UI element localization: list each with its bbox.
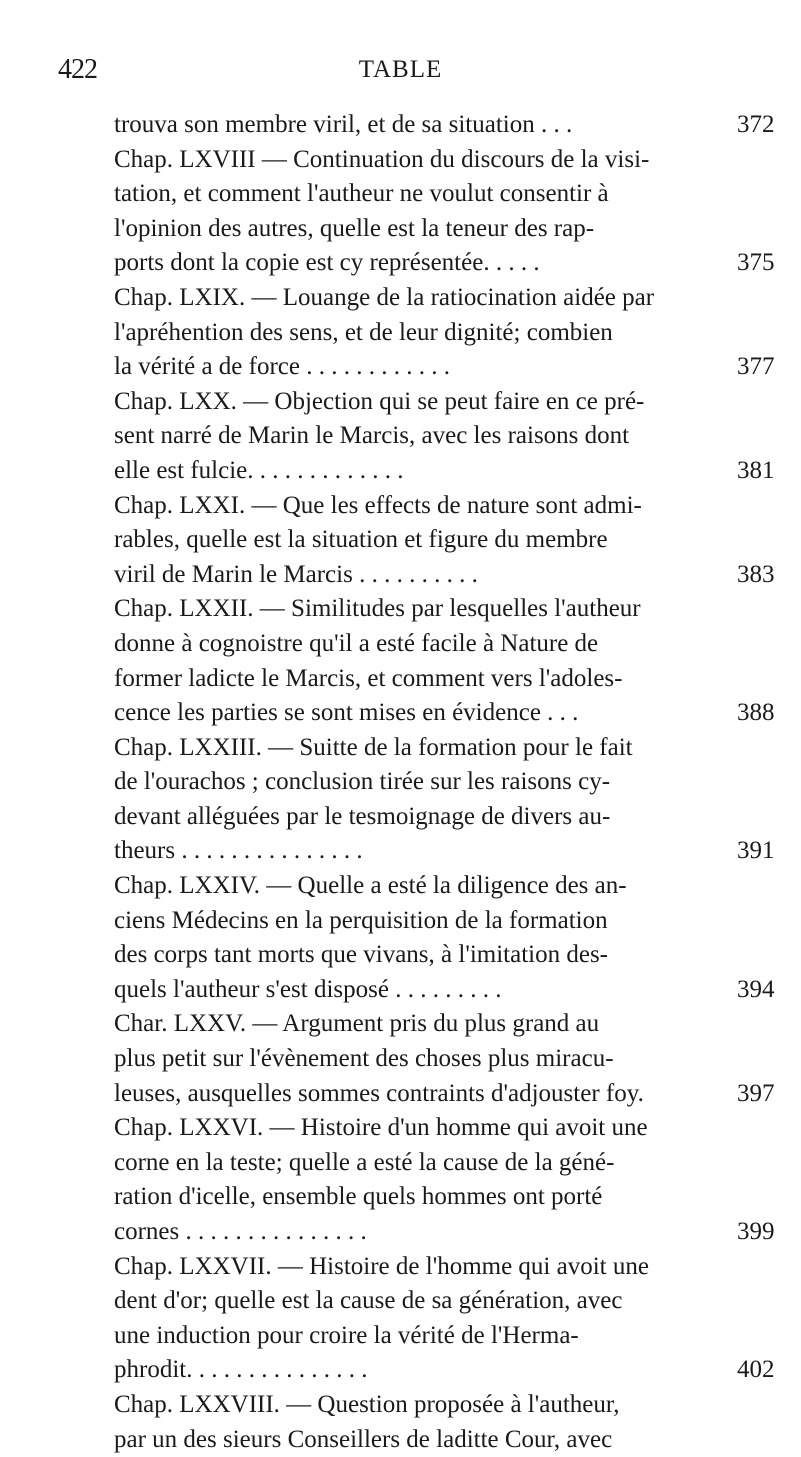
toc-line (114, 904, 710, 939)
toc-page-number: 402 (737, 1356, 775, 1384)
toc-page-number: 397 (737, 1079, 775, 1107)
toc-page-number: 394 (737, 975, 775, 1003)
toc-line (114, 1042, 710, 1077)
leader-dots: . . . . . . . . . (388, 975, 502, 1003)
toc-line (114, 1284, 710, 1319)
toc-line (114, 350, 775, 385)
leader-dots: . . . (540, 699, 579, 727)
toc-page-number: 375 (737, 249, 775, 277)
toc-line (114, 177, 710, 212)
toc-line-text: une induction pour croire la vérité de l'Herma- (114, 1321, 579, 1349)
toc-line-text: Chap. LXXVIII. — Question proposée à l'autheur, (114, 1390, 620, 1418)
toc-line (114, 419, 710, 454)
leader-dots: . . . (534, 111, 573, 138)
toc-line (114, 1319, 710, 1354)
toc-line-text: Chap. LXXIII. — Suitte de la formation pour le fait (114, 733, 633, 761)
toc-line-text: Chap. LXXIV. — Quelle a esté la diligence des an- (114, 872, 627, 900)
toc-line-text: leuses, ausquelles sommes contraints d'adjouster foy. (114, 1079, 644, 1107)
toc-line (114, 1250, 710, 1285)
toc-line-text: dent d'or; quelle est la cause de sa génération, avec (114, 1287, 623, 1315)
toc-line-text: des corps tant morts que vivans, à l'imitation des- (114, 941, 608, 969)
toc-line-text: Chap. LXX. — Objection qui se peut faire en ce pré- (114, 387, 645, 415)
toc-line (114, 1077, 775, 1112)
running-title: TABLE (358, 56, 443, 83)
toc-line-text: l'apréhention des sens, et de leur dignité; combien (114, 318, 613, 346)
toc-line-text: rables, quelle est la situation et figure du membre (114, 526, 608, 554)
toc-line (114, 765, 710, 800)
toc-line (114, 938, 710, 973)
toc-line-text: quels l'autheur s'est disposé (114, 975, 389, 1003)
toc-line (114, 1215, 775, 1250)
toc-line-text: devant alléguées par le tesmoignage de divers au- (114, 802, 611, 830)
toc-line (114, 1111, 710, 1146)
toc-line-text: de l'ourachos ; conclusion tirée sur les raisons cy- (114, 768, 611, 796)
toc-line (114, 385, 710, 420)
toc-line-text: viril de Marin le Marcis (114, 560, 353, 588)
toc-line (114, 1423, 710, 1457)
leader-dots: . . . . . . . . . . . . . . . (186, 1356, 368, 1384)
toc-line-text: Chap. LXXVII. — Histoire de l'homme qui avoit une (114, 1252, 649, 1280)
page-header (0, 54, 801, 94)
toc-line (114, 800, 710, 835)
leader-dots: . . . . . . . . . . (352, 560, 478, 588)
toc-line-text: phrodit (114, 1356, 187, 1384)
toc-line-text: Chap. LXXI. — Que les effects de nature sont admi- (114, 491, 642, 519)
toc-line-text: Chap. LXIX. — Louange de la ratiocination aidée par (114, 283, 655, 311)
toc-line-text: plus petit sur l'évènement des choses plus miracu- (114, 1045, 614, 1073)
toc-line (114, 973, 775, 1008)
toc-page-number: 391 (737, 837, 775, 865)
toc-page-number: 399 (737, 1218, 775, 1245)
toc-line-text: theurs (114, 837, 176, 865)
toc-page-number: 383 (737, 560, 775, 588)
toc-line (114, 696, 775, 731)
toc-page-number: 377 (737, 353, 775, 381)
toc-line (114, 489, 710, 524)
table-of-contents (114, 108, 775, 1457)
toc-line (114, 662, 710, 697)
toc-line-text: Chap. LXVIII — Continuation du discours de la visi- (114, 145, 650, 173)
toc-line (114, 731, 710, 766)
toc-line (114, 834, 775, 869)
toc-line-text: tation, et comment l'autheur ne voulut consentir à (114, 180, 609, 208)
page-number: 422 (58, 54, 97, 85)
toc-line-text: corne en la teste; quelle a esté la cause de la géné- (114, 1148, 615, 1176)
toc-line (114, 212, 710, 247)
toc-line (114, 108, 775, 143)
toc-line-text: ports dont la copie est cy représentée (114, 249, 484, 277)
toc-line-text: elle est fulcie (114, 456, 248, 484)
toc-page-number: 381 (737, 456, 775, 484)
leader-dots: . . . . . . . . . . . . . . . (179, 1218, 367, 1245)
toc-line (114, 1007, 710, 1042)
toc-line-text: ration d'icelle, ensemble quels hommes ont porté (114, 1183, 603, 1211)
toc-line-text: sent narré de Marin le Marcis, avec les raisons dont (114, 422, 630, 450)
toc-line-text: former ladicte le Marcis, et comment vers l'adoles- (114, 664, 623, 692)
toc-line-text: ciens Médecins en la perquisition de la formation (114, 906, 608, 934)
toc-line (114, 1180, 710, 1215)
toc-line-text: cornes (114, 1218, 180, 1245)
toc-line-text: la vérité a de force (114, 353, 300, 381)
toc-page-number: 388 (737, 699, 775, 727)
toc-line-text: donne à cognoistre qu'il a esté facile à Nature de (114, 629, 599, 657)
toc-line (114, 523, 710, 558)
toc-line-text: l'opinion des autres, quelle est la teneur des rap- (114, 214, 595, 242)
toc-line-text: Char. LXXV. — Argument pris du plus grand au (114, 1010, 600, 1038)
toc-line-text: par un des sieurs Conseillers de laditte Cour, avec (114, 1425, 613, 1453)
toc-line-text: Chap. LXXVI. — Histoire d'un homme qui avoit une (114, 1114, 648, 1142)
toc-line (114, 627, 710, 662)
toc-line-text: Chap. LXXII. — Similitudes par lesquelles l'autheur (114, 595, 641, 623)
toc-line (114, 454, 775, 489)
toc-line (114, 143, 710, 178)
toc-page-number: 372 (737, 111, 775, 138)
leader-dots: . . . . . . . . . . . . . (247, 456, 404, 484)
toc-line (114, 1353, 775, 1388)
toc-line (114, 316, 710, 351)
leader-dots: . . . . . . . . . . . . . . . (175, 837, 363, 865)
toc-line (114, 869, 710, 904)
toc-line (114, 246, 775, 281)
toc-line-text: trouva son membre viril, et de sa situation (114, 111, 535, 138)
toc-line (114, 1388, 710, 1423)
leader-dots: . . . . . (483, 249, 540, 277)
toc-line (114, 592, 710, 627)
leader-dots: . . . . . . . . . . . . (300, 353, 450, 381)
toc-line-text: cence les parties se sont mises en évidence (114, 699, 541, 727)
toc-line (114, 558, 775, 593)
toc-line (114, 281, 710, 316)
toc-line (114, 1146, 710, 1181)
